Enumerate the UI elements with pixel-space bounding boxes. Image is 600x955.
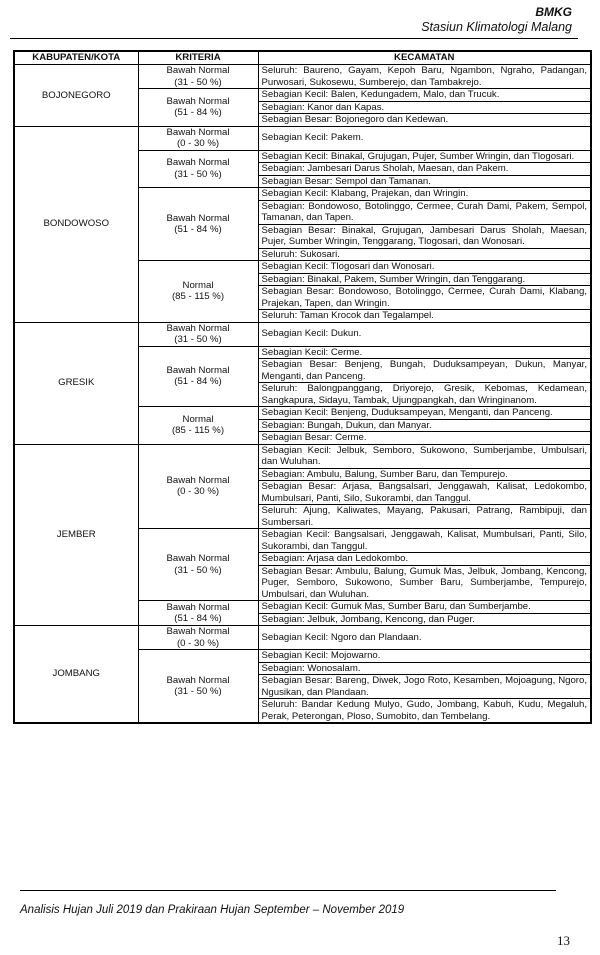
kecamatan-cell: Sebagian: Binakal, Pakem, Sumber Wringin, dan Tenggarang. [258,273,591,286]
criteria-range: (85 - 115 %) [171,425,225,437]
header-divider [10,38,578,39]
kecamatan-cell: Sebagian Kecil: Benjeng, Duduksampeyan, Menganti, dan Panceng. [258,407,591,420]
kecamatan-cell: Sebagian Besar: Arjasa, Bangsalsari, Jenggawah, Kalisat, Ledokombo, Mumbulsari, Panti, Silo, Sukorambi, dan Tanggul. [258,481,591,505]
criteria-cell [138,529,258,601]
criteria-cell [138,407,258,445]
table-row [14,626,591,650]
criteria-range: (31 - 50 %) [174,168,222,180]
kecamatan-cell: Sebagian Kecil: Dukun. [258,322,591,346]
criteria-range: (51 - 84 %) [174,224,222,235]
kecamatan-cell: Sebagian Besar: Cerme. [258,432,591,445]
kecamatan-cell: Sebagian: Jambesari Darus Sholah, Maesan, dan Pakem. [258,163,591,176]
criteria-range: (51 - 84 %) [174,107,222,119]
footer-divider [20,890,556,891]
kecamatan-cell: Sebagian: Wonosalam. [258,662,591,675]
criteria-category: Bawah Normal [166,65,230,76]
criteria-cell [138,650,258,724]
kecamatan-cell: Sebagian: Bondowoso, Botolinggo, Cermee, Curah Dami, Pakem, Sempol, Tamanan, dan Tapen. [258,200,591,224]
kecamatan-cell: Sebagian Kecil: Binakal, Grujugan, Pujer, Sumber Wringin, dan Tlogosari. [258,150,591,163]
kecamatan-cell: Sebagian Kecil: Klabang, Prajekan, dan Wringin. [258,188,591,201]
kecamatan-cell: Sebagian Kecil: Gumuk Mas, Sumber Baru, dan Sumberjambe. [258,601,591,614]
kecamatan-cell: Sebagian Kecil: Bangsalsari, Jenggawah, Kalisat, Mumbulsari, Panti, Silo, Sukorambi, dan Tanggul. [258,529,591,553]
criteria-category: Normal [182,279,214,291]
criteria-cell [138,65,258,89]
kecamatan-cell: Sebagian Kecil: Jelbuk, Semboro, Sukowono, Sumberjambe, Umbulsari, dan Wuluhan. [258,444,591,468]
header-station: Stasiun Klimatologi Malang [421,20,572,34]
criteria-cell [138,126,258,150]
criteria-category: Bawah Normal [166,212,230,224]
criteria-category: Normal [182,413,214,425]
kecamatan-cell: Sebagian: Kanor dan Kapas. [258,101,591,114]
kecamatan-cell: Seluruh: Baureno, Gayam, Kepoh Baru, Ngambon, Ngraho, Padangan, Purwosari, Sukosewu, Sumberejo, dan Tambakrejo. [258,65,591,89]
table-row [14,444,591,468]
criteria-category: Bawah Normal [166,364,230,376]
kecamatan-cell: Sebagian Besar: Benjeng, Bungah, Duduksampeyan, Dukun, Manyar, Menganti, dan Panceng. [258,359,591,383]
criteria-category: Bawah Normal [166,553,230,564]
header-org: BMKG [535,5,572,19]
table-body [14,65,591,724]
criteria-range: (51 - 84 %) [174,376,222,388]
table-header-row [14,51,591,65]
criteria-cell [138,601,258,626]
region-name: BONDOWOSO [14,126,138,322]
kecamatan-cell: Sebagian: Jelbuk, Jombang, Kencong, dan Puger. [258,613,591,626]
page-number: 13 [557,933,570,948]
criteria-range: (31 - 50 %) [174,686,222,697]
kecamatan-cell: Sebagian Besar: Binakal, Grujugan, Jambesari Darus Sholah, Maesan, Pujer, Sumber Wringin, Tenggarang, Tlogosari, dan Wonosari. [258,224,591,248]
criteria-range: (0 - 30 %) [176,138,220,149]
table-row [14,65,591,89]
kecamatan-cell: Sebagian Kecil: Cerme. [258,346,591,359]
kecamatan-cell: Seluruh: Taman Krocok dan Tegalampel. [258,310,591,323]
region-name: JEMBER [14,444,138,626]
kecamatan-cell: Seluruh: Bandar Kedung Mulyo, Gudo, Jombang, Kabuh, Kudu, Megaluh, Perak, Peterongan, Ploso, Sumobito, dan Tembelang. [258,699,591,724]
kecamatan-cell: Sebagian Kecil: Ngoro dan Plandaan. [258,626,591,650]
table-row [14,126,591,150]
region-name: GRESIK [14,322,138,444]
criteria-category: Bawah Normal [166,95,230,107]
table-row [14,322,591,346]
criteria-cell [138,261,258,323]
region-name: JOMBANG [14,626,138,724]
kecamatan-cell: Seluruh: Balongpanggang, Driyorejo, Gresik, Kebomas, Kedamean, Sangkapura, Sidayu, Tambak, Ujungpangkah, dan Wringinanom. [258,383,591,407]
criteria-range: (0 - 30 %) [176,637,220,649]
col-header-kecamatan: KECAMATAN [258,51,591,65]
footer-text: Analisis Hujan Juli 2019 dan Prakiraan Hujan September – November 2019 [20,904,405,916]
criteria-category: Bawah Normal [166,674,230,686]
criteria-category: Bawah Normal [166,322,230,334]
criteria-cell [138,322,258,346]
kecamatan-cell: Sebagian: Bungah, Dukun, dan Manyar. [258,419,591,432]
criteria-cell [138,89,258,127]
kecamatan-cell: Sebagian Besar: Bondowoso, Botolinggo, Cermee, Curah Dami, Klabang, Prajekan, Tapen, dan Wringin. [258,286,591,310]
kecamatan-cell: Sebagian Kecil: Balen, Kedungadem, Malo, dan Trucuk. [258,89,591,102]
criteria-category: Bawah Normal [166,601,230,613]
criteria-range: (31 - 50 %) [174,76,222,88]
kecamatan-cell: Sebagian Kecil: Tlogosari dan Wonosari. [258,261,591,274]
criteria-category: Bawah Normal [166,157,230,169]
criteria-cell [138,626,258,650]
kecamatan-cell: Sebagian Besar: Bareng, Diwek, Jogo Roto, Kesamben, Mojoagung, Ngoro, Ngusikan, dan Plandaan. [258,675,591,699]
criteria-range: (0 - 30 %) [176,486,220,498]
criteria-category: Bawah Normal [166,126,230,138]
kecamatan-cell: Seluruh: Ajung, Kaliwates, Mayang, Pakusari, Patrang, Rambipuji, dan Sumbersari. [258,505,591,529]
kecamatan-cell: Sebagian Kecil: Mojowarno. [258,650,591,663]
col-header-kabupaten: KABUPATEN/KOTA [14,51,138,65]
criteria-category: Bawah Normal [166,474,230,486]
kecamatan-cell: Sebagian Besar: Bojonegoro dan Kedewan. [258,114,591,127]
criteria-category: Bawah Normal [166,626,230,637]
kecamatan-cell: Sebagian: Arjasa dan Ledokombo. [258,553,591,566]
kecamatan-cell: Sebagian: Ambulu, Balung, Sumber Baru, dan Tempurejo. [258,468,591,481]
criteria-cell [138,150,258,188]
criteria-cell [138,346,258,407]
criteria-cell [138,444,258,529]
kecamatan-cell: Sebagian Besar: Ambulu, Balung, Gumuk Mas, Jelbuk, Jombang, Kencong, Puger, Semboro, Sukowono, Sumber Baru, Sumberjambe, Tempurejo, Umbulsari, dan Wuluhan. [258,565,591,601]
criteria-range: (31 - 50 %) [174,564,222,576]
kecamatan-cell: Seluruh: Sukosari. [258,248,591,261]
col-header-kriteria: KRITERIA [138,51,258,65]
rainfall-table [13,50,592,724]
kecamatan-cell: Sebagian Besar: Sempol dan Tamanan. [258,175,591,188]
region-name: BOJONEGORO [14,65,138,127]
kecamatan-cell: Sebagian Kecil: Pakem. [258,126,591,150]
criteria-range: (51 - 84 %) [174,613,222,624]
criteria-range: (31 - 50 %) [174,334,222,345]
criteria-cell [138,188,258,261]
criteria-range: (85 - 115 %) [171,291,225,303]
